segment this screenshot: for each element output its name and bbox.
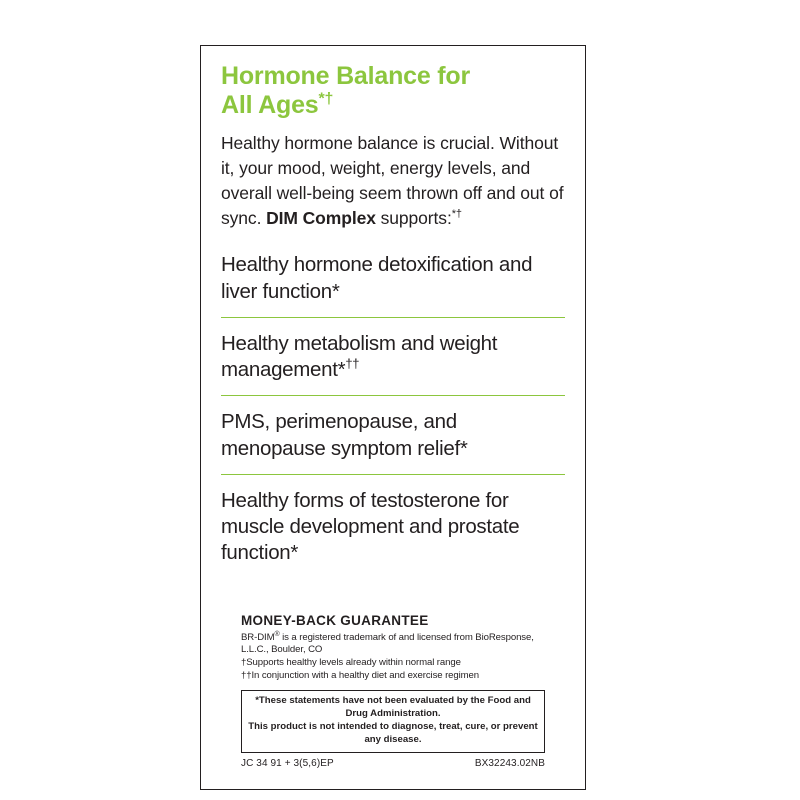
label-footer (241, 613, 545, 770)
page-title (221, 62, 565, 119)
label-content (221, 62, 565, 779)
list-item (221, 331, 565, 396)
headline-line-2: All Ages (221, 90, 319, 119)
code-left: JC 34 91 + 3(5,6)EP (241, 758, 334, 769)
brand-name: DIM Complex (266, 207, 376, 228)
fda-disclaimer-line-1: *These statements have not been evaluated by the Food and Drug Administration. (255, 695, 531, 720)
product-label-panel (200, 45, 586, 790)
registered-mark-icon: ® (274, 630, 280, 638)
headline-superscript: *† (318, 90, 334, 108)
list-item (221, 409, 565, 474)
footnote-double-dagger: ††In conjunction with a healthy diet and exercise regimen (241, 670, 480, 682)
trademark-brand: BR-DIM (241, 631, 275, 643)
benefit-text: Healthy metabolism and weight management* (221, 331, 498, 382)
trademark-notice (241, 632, 545, 658)
list-item (221, 252, 565, 317)
code-right: BX32243.02NB (474, 758, 545, 769)
footnote-dagger: †Supports healthy levels already within normal range (241, 657, 461, 669)
benefit-text: Healthy forms of testosterone for muscle development and prostate function* (221, 488, 520, 565)
intro-paragraph (221, 131, 565, 230)
trademark-text: is a registered trademark of and licensed from BioResponse, L.L.C., Boulder, CO (241, 631, 534, 656)
benefits-list (221, 252, 565, 578)
benefit-superscript: †† (345, 356, 360, 372)
intro-superscript: *† (451, 207, 462, 220)
benefit-text: PMS, perimenopause, and menopause symptom relief* (221, 410, 468, 460)
fda-disclaimer-box (241, 690, 545, 753)
list-item (221, 488, 565, 579)
headline-line-1: Hormone Balance for (221, 62, 471, 90)
benefit-text: Healthy hormone detoxification and liver function* (221, 253, 533, 303)
intro-text-part-2: supports: (375, 207, 452, 228)
label-codes (241, 758, 545, 769)
money-back-guarantee: MONEY-BACK GUARANTEE (241, 612, 429, 628)
fda-disclaimer-line-2: This product is not intended to diagnose, treat, cure, or prevent any disease. (248, 721, 538, 746)
intro-text-part-1: Healthy hormone balance is crucial. Without it, your mood, weight, energy levels, and overall well-being seem thrown off and out of sync. (221, 133, 564, 228)
